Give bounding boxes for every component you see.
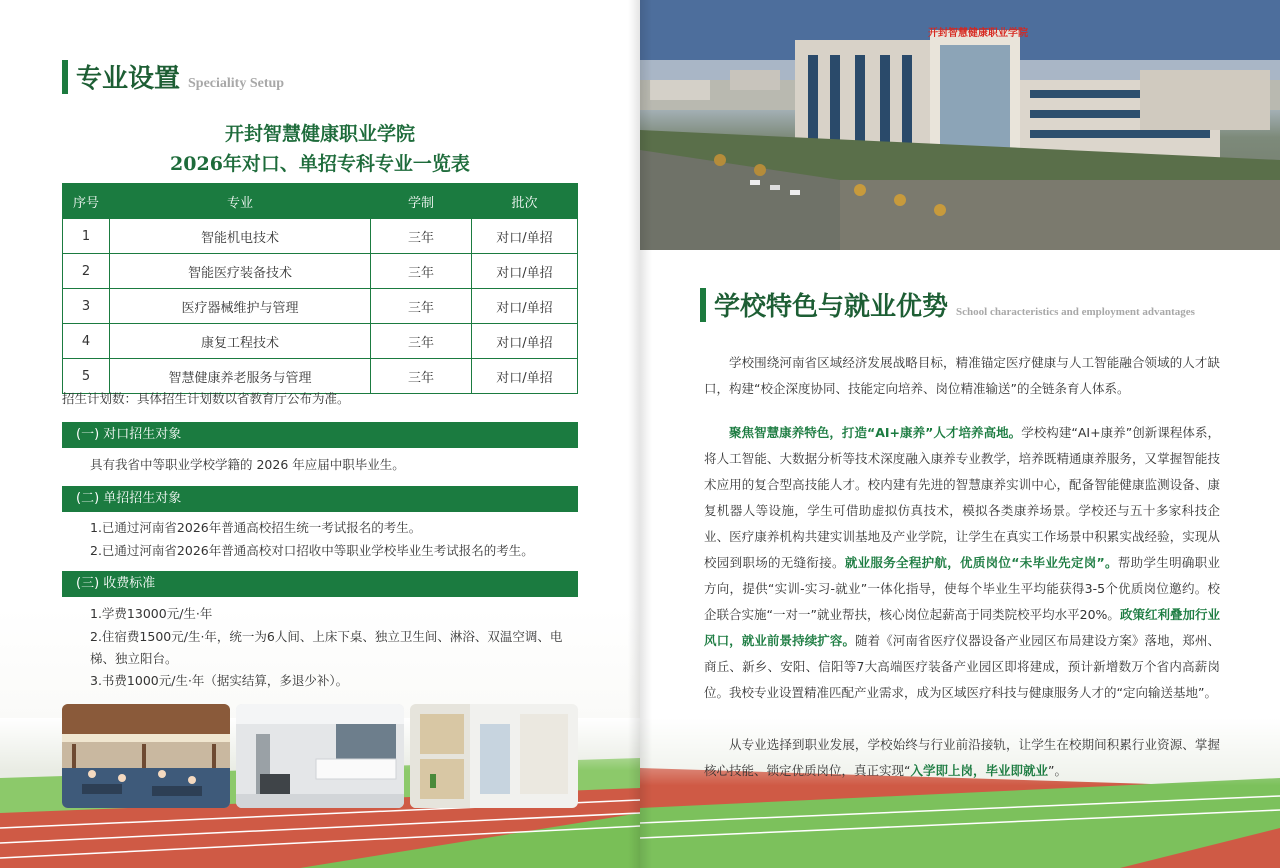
bathroom-photo: [236, 704, 404, 808]
section-text-line: 1.学费13000元/生·年: [90, 606, 213, 621]
cell-major: 智慧健康养老服务与管理: [110, 359, 371, 394]
cell-no: 3: [63, 289, 110, 324]
table-row: [63, 219, 578, 254]
section-title: 学校特色与就业优势: [714, 292, 949, 322]
paragraph-text: 帮助学生明确职业方向，提供“实训-实习-就业”一体化指导，使每个毕业生平均能获得3-5个优质岗位邀约。校企联合实施“一对一”就业帮扶，核心岗位起薪高于同类院校平均水平20%。: [704, 555, 1220, 622]
section-title-en: School characteristics and employment advantages: [956, 306, 1195, 318]
cell-major: 智能机电技术: [110, 219, 371, 254]
table-row: [63, 289, 578, 324]
paragraph-text: 随着《河南省医疗仪器设备产业园区布局建设方案》落地，郑州、商丘、新乡、安阳、信阳等7大高端医疗装备产业园区即将建成，预计新增数万个省内高薪岗位。我校专业设置精准匹配产业需求，成为区域医疗科技与健康服务人才的“定向输送基地”。: [704, 633, 1220, 700]
section-title: 专业设置: [76, 64, 181, 94]
section-text-line: 具有我省中等职业学校学籍的 2026 年应届中职毕业生。: [90, 457, 405, 472]
section-text-line: 1.已通过河南省2026年普通高校招生统一考试报名的考生。: [90, 520, 422, 535]
cell-batch: 对口/单招: [472, 289, 578, 324]
section-band-single: (二) 单招招生对象: [62, 486, 578, 512]
header-cell-major: 专业: [110, 184, 371, 219]
cell-major: 康复工程技术: [110, 324, 371, 359]
document-title-line-2: 2026年对口、单招专科专业一览表: [170, 153, 470, 175]
highlight-text: 就业服务全程护航，优质岗位“未毕业先定岗”。: [844, 555, 1118, 570]
section-text-line: 2.住宿费1500元/生·年，统一为6人间、上床下桌、独立卫生间、淋浴、双温空调、电梯、独立阳台。: [90, 629, 563, 666]
section-text-line: 3.书费1000元/生·年（据实结算，多退少补）。: [90, 673, 349, 688]
cell-duration: 三年: [371, 254, 472, 289]
paragraph-features: [704, 420, 1220, 706]
header-cell-no: 序号: [63, 184, 110, 219]
paragraph-text: 学校围绕河南省区域经济发展战略目标，精准锚定医疗健康与人工智能融合领域的人才缺口，构建“校企深度协同、技能定向培养、岗位精准输送”的全链条育人体系。: [704, 355, 1220, 396]
table-row: [63, 324, 578, 359]
section-bar: [700, 288, 706, 322]
enrollment-plan-note: 招生计划数：具体招生计划数以省教育厅公布为准。: [62, 391, 350, 406]
cell-no: 5: [63, 359, 110, 394]
cafeteria-photo: [62, 704, 230, 808]
cell-no: 4: [63, 324, 110, 359]
cell-no: 1: [63, 219, 110, 254]
dormitory-photo: [410, 704, 578, 808]
section-bar: [62, 60, 68, 94]
section-text-line: 2.已通过河南省2026年普通高校对口招收中等职业学校毕业生考试报名的考生。: [90, 543, 534, 558]
paragraph-text: 学校构建“AI+康养”创新课程体系，将人工智能、大数据分析等技术深度融入康养专业教学，培养既精通康养服务，又掌握智能技术应用的复合型高技能人才。校内建有先进的智慧康养实训中心，配备智能健康监测设备、康复机器人等设施，学生可借助虚拟仿真技术，模拟各类康养场景。学校还与五十多家科技企业、医疗康养机构共建实训基地及产业学院，让学生在真实工作场景中积累实战经验，实现从校园到职场的无缝衔接。: [704, 425, 1221, 570]
table-row: [63, 254, 578, 289]
paragraph-text: ”。: [1048, 763, 1067, 778]
paragraph-intro: [704, 350, 1220, 402]
cell-batch: 对口/单招: [472, 359, 578, 394]
highlight-text: 政策红利叠加行业风口，就业前景持续扩容。: [704, 607, 1220, 648]
building-sign: 开封智慧健康职业学院: [928, 28, 1028, 39]
section-header-features: [700, 288, 1195, 322]
cell-batch: 对口/单招: [472, 324, 578, 359]
majors-table: [62, 183, 578, 394]
cell-duration: 三年: [371, 219, 472, 254]
header-cell-batch: 批次: [472, 184, 578, 219]
cell-major: 医疗器械维护与管理: [110, 289, 371, 324]
cell-duration: 三年: [371, 359, 472, 394]
paragraph-conclusion: [704, 732, 1220, 784]
table-header-row: [63, 184, 578, 219]
cell-major: 智能医疗装备技术: [110, 254, 371, 289]
document-title-line-1: 开封智慧健康职业学院: [224, 123, 415, 145]
paragraph-text: 从专业选择到职业发展，学校始终与行业前沿接轨，让学生在校期间积累行业资源、掌握核心技能、锁定优质岗位，真正实现“: [704, 737, 1220, 778]
cell-duration: 三年: [371, 289, 472, 324]
cell-batch: 对口/单招: [472, 219, 578, 254]
cell-no: 2: [63, 254, 110, 289]
facility-photos: [62, 704, 578, 808]
highlight-text: 聚焦智慧康养特色，打造“AI+康养”人才培养高地。: [729, 425, 1022, 440]
cell-batch: 对口/单招: [472, 254, 578, 289]
section-header-speciality: [62, 60, 284, 94]
section-band-vocational: (一) 对口招生对象: [62, 422, 578, 448]
section-band-fees: (三) 收费标准: [62, 571, 578, 597]
header-cell-duration: 学制: [371, 184, 472, 219]
highlight-text: 入学即上岗，毕业即就业: [910, 763, 1048, 778]
campus-aerial-photo: [640, 0, 1280, 250]
cell-duration: 三年: [371, 324, 472, 359]
section-title-en: Speciality Setup: [188, 76, 285, 91]
